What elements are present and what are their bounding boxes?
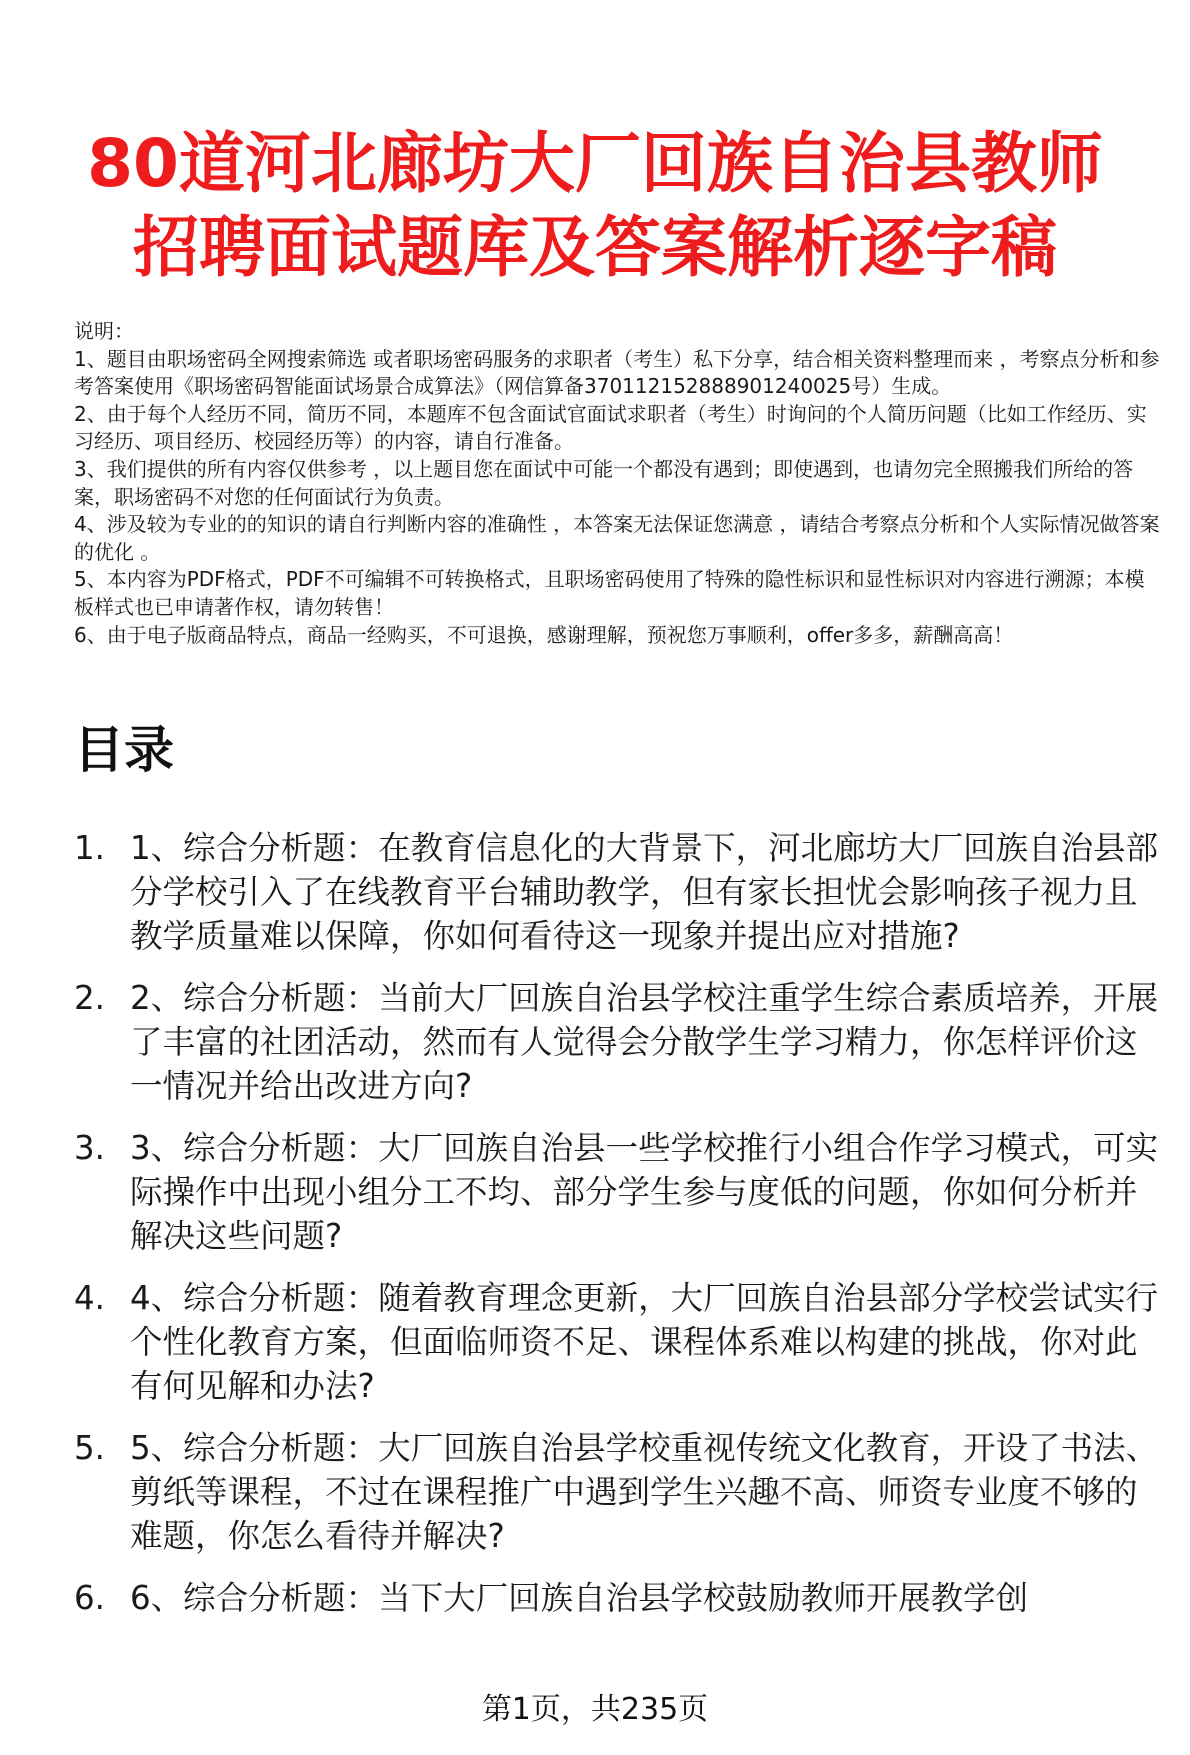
toc-item-number: 6.: [74, 1579, 106, 1617]
toc-item[interactable]: [74, 1576, 1164, 1620]
page-footer: 第1页，共235页: [481, 1692, 709, 1727]
toc-item-text: 2、综合分析题：当前大厂回族自治县学校注重学生综合素质培养，开展了丰富的社团活动，然而有人觉得会分散学生学习精力，你怎样评价这一情况并给出改进方向?: [130, 979, 1159, 1105]
toc-item-number: 2.: [74, 979, 106, 1017]
toc-item-text: 4、综合分析题：随着教育理念更新，大厂回族自治县部分学校尝试实行个性化教育方案，但面临师资不足、课程体系难以构建的挑战，你对此有何见解和办法?: [130, 1279, 1159, 1405]
toc-item[interactable]: [74, 1126, 1164, 1258]
toc-item[interactable]: [74, 976, 1164, 1108]
toc-item-number: 4.: [74, 1279, 106, 1317]
note-item: 1、题目由职场密码全网搜索筛选 或者职场密码服务的求职者（考生）私下分享，结合相关资料整理而来 ，考察点分析和参考答案使用《职场密码智能面试场景合成算法》（网信算备370112152888901240025号）生成。: [74, 346, 1160, 399]
title-line-1: 80道河北廊坊大厂回族自治县教师: [87, 125, 1103, 202]
toc-item-text: 3、综合分析题：大厂回族自治县一些学校推行小组合作学习模式，可实际操作中出现小组分工不均、部分学生参与度低的问题，你如何分析并解决这些问题?: [130, 1129, 1159, 1255]
toc-item-text: 5、综合分析题：大厂回族自治县学校重视传统文化教育，开设了书法、剪纸等课程，不过在课程推广中遇到学生兴趣不高、师资专业度不够的难题，你怎么看待并解决?: [130, 1429, 1159, 1555]
note-item: 2、由于每个人经历不同，简历不同，本题库不包含面试官面试求职者（考生）时询问的个人简历问题（比如工作经历、实习经历、项目经历、校园经历等）的内容，请自行准备。: [74, 401, 1147, 454]
notes-section: [74, 318, 1164, 649]
toc-heading: 目录: [74, 721, 174, 779]
note-item: 3、我们提供的所有内容仅供参考 ，以上题目您在面试中可能一个都没有遇到；即使遇到，也请勿完全照搬我们所给的答案，职场密码不对您的任何面试行为负责。: [74, 456, 1134, 509]
toc-item-number: 1.: [74, 829, 106, 867]
toc-item-text: 1、综合分析题：在教育信息化的大背景下，河北廊坊大厂回族自治县部分学校引入了在线教育平台辅助教学，但有家长担忧会影响孩子视力且教学质量难以保障，你如何看待这一现象并提出应对措施?: [130, 829, 1159, 955]
note-item: 4、涉及较为专业的的知识的请自行判断内容的准确性 ，本答案无法保证您满意 ，请结合考察点分析和个人实际情况做答案的优化 。: [74, 512, 1160, 564]
notes-heading: 说明：: [74, 319, 134, 343]
toc-item-number: 5.: [74, 1429, 106, 1467]
toc-item[interactable]: [74, 1426, 1164, 1558]
table-of-contents: [74, 826, 1164, 1638]
note-item: 6、由于电子版商品特点，商品一经购买，不可退换，感谢理解，预祝您万事顺利，offer多多，薪酬高高！: [74, 622, 1014, 647]
title-line-2: 招聘面试题库及答案解析逐字稿: [133, 209, 1057, 286]
toc-item[interactable]: [74, 826, 1164, 958]
note-item: 5、本内容为PDF格式，PDF不可编辑不可转换格式，且职场密码使用了特殊的隐性标识和显性标识对内容进行溯源；本模板样式也已申请著作权，请勿转售！: [74, 567, 1145, 619]
toc-item[interactable]: [74, 1276, 1164, 1408]
toc-item-number: 3.: [74, 1129, 106, 1167]
toc-item-text: 6、综合分析题：当下大厂回族自治县学校鼓励教师开展教学创: [130, 1579, 1029, 1617]
document-title: [60, 122, 1130, 290]
